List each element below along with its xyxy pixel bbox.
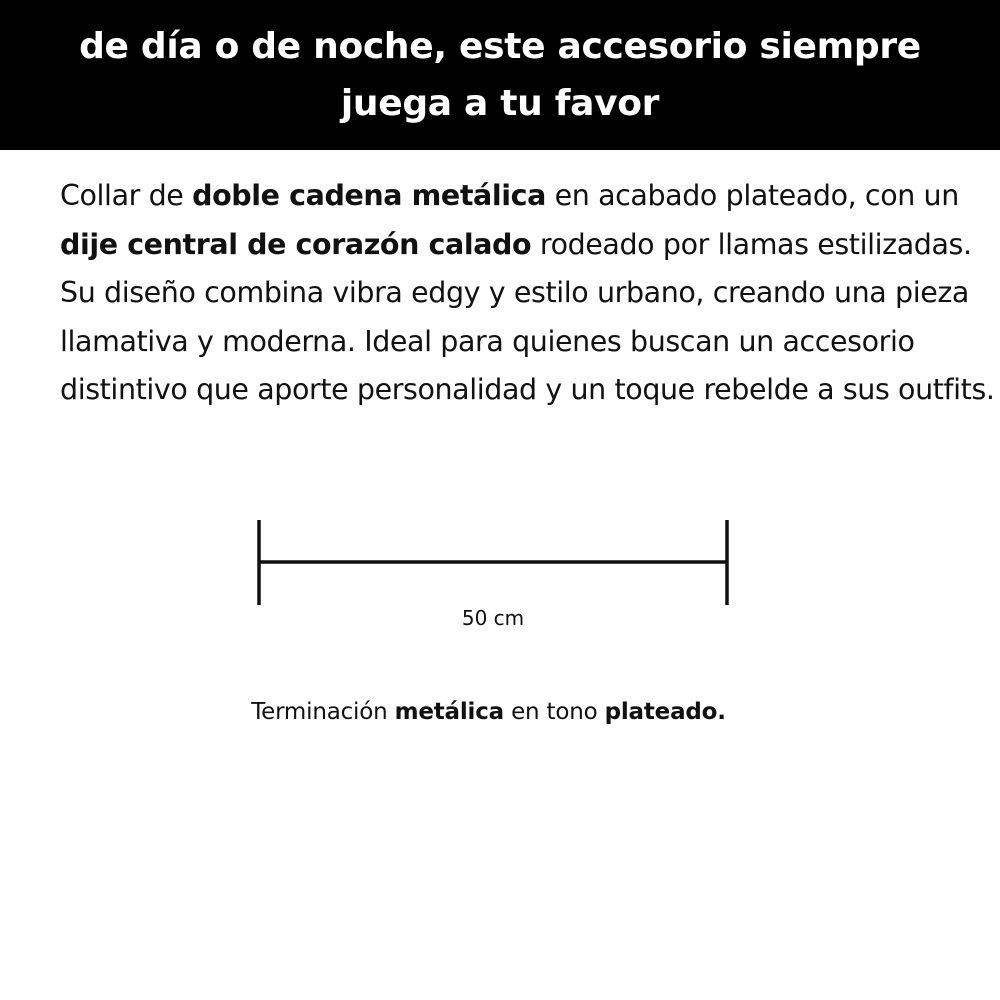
description-bold-pendant: dije central de corazón calado	[60, 227, 532, 261]
description-bold-chain: doble cadena metálica	[192, 179, 546, 212]
header-banner	[0, 0, 1000, 150]
finish-text-2: en tono	[504, 699, 605, 725]
headline: de día o de noche, este accesorio siempre juega a tu favor	[79, 26, 921, 124]
measure-label: 50 cm	[461, 606, 525, 630]
description-text-1: Collar de	[60, 179, 193, 212]
finish-text-1: Terminación	[251, 699, 395, 725]
product-description	[60, 172, 995, 415]
finish-bold-metal: metálica	[394, 699, 504, 725]
description-text-2: en acabado plateado, con un	[545, 179, 959, 212]
finish-note	[0, 697, 977, 727]
description-text-3: rodeado por llamas estilizadas. Su diseño combina vibra edgy y estilo urbano, creando una pieza llamativa y moderna. Ideal para quienes buscan un accesorio distintivo que aporte personalidad y un toque rebelde a sus outfits.	[60, 227, 995, 406]
finish-bold-silver: plateado.	[604, 699, 726, 725]
